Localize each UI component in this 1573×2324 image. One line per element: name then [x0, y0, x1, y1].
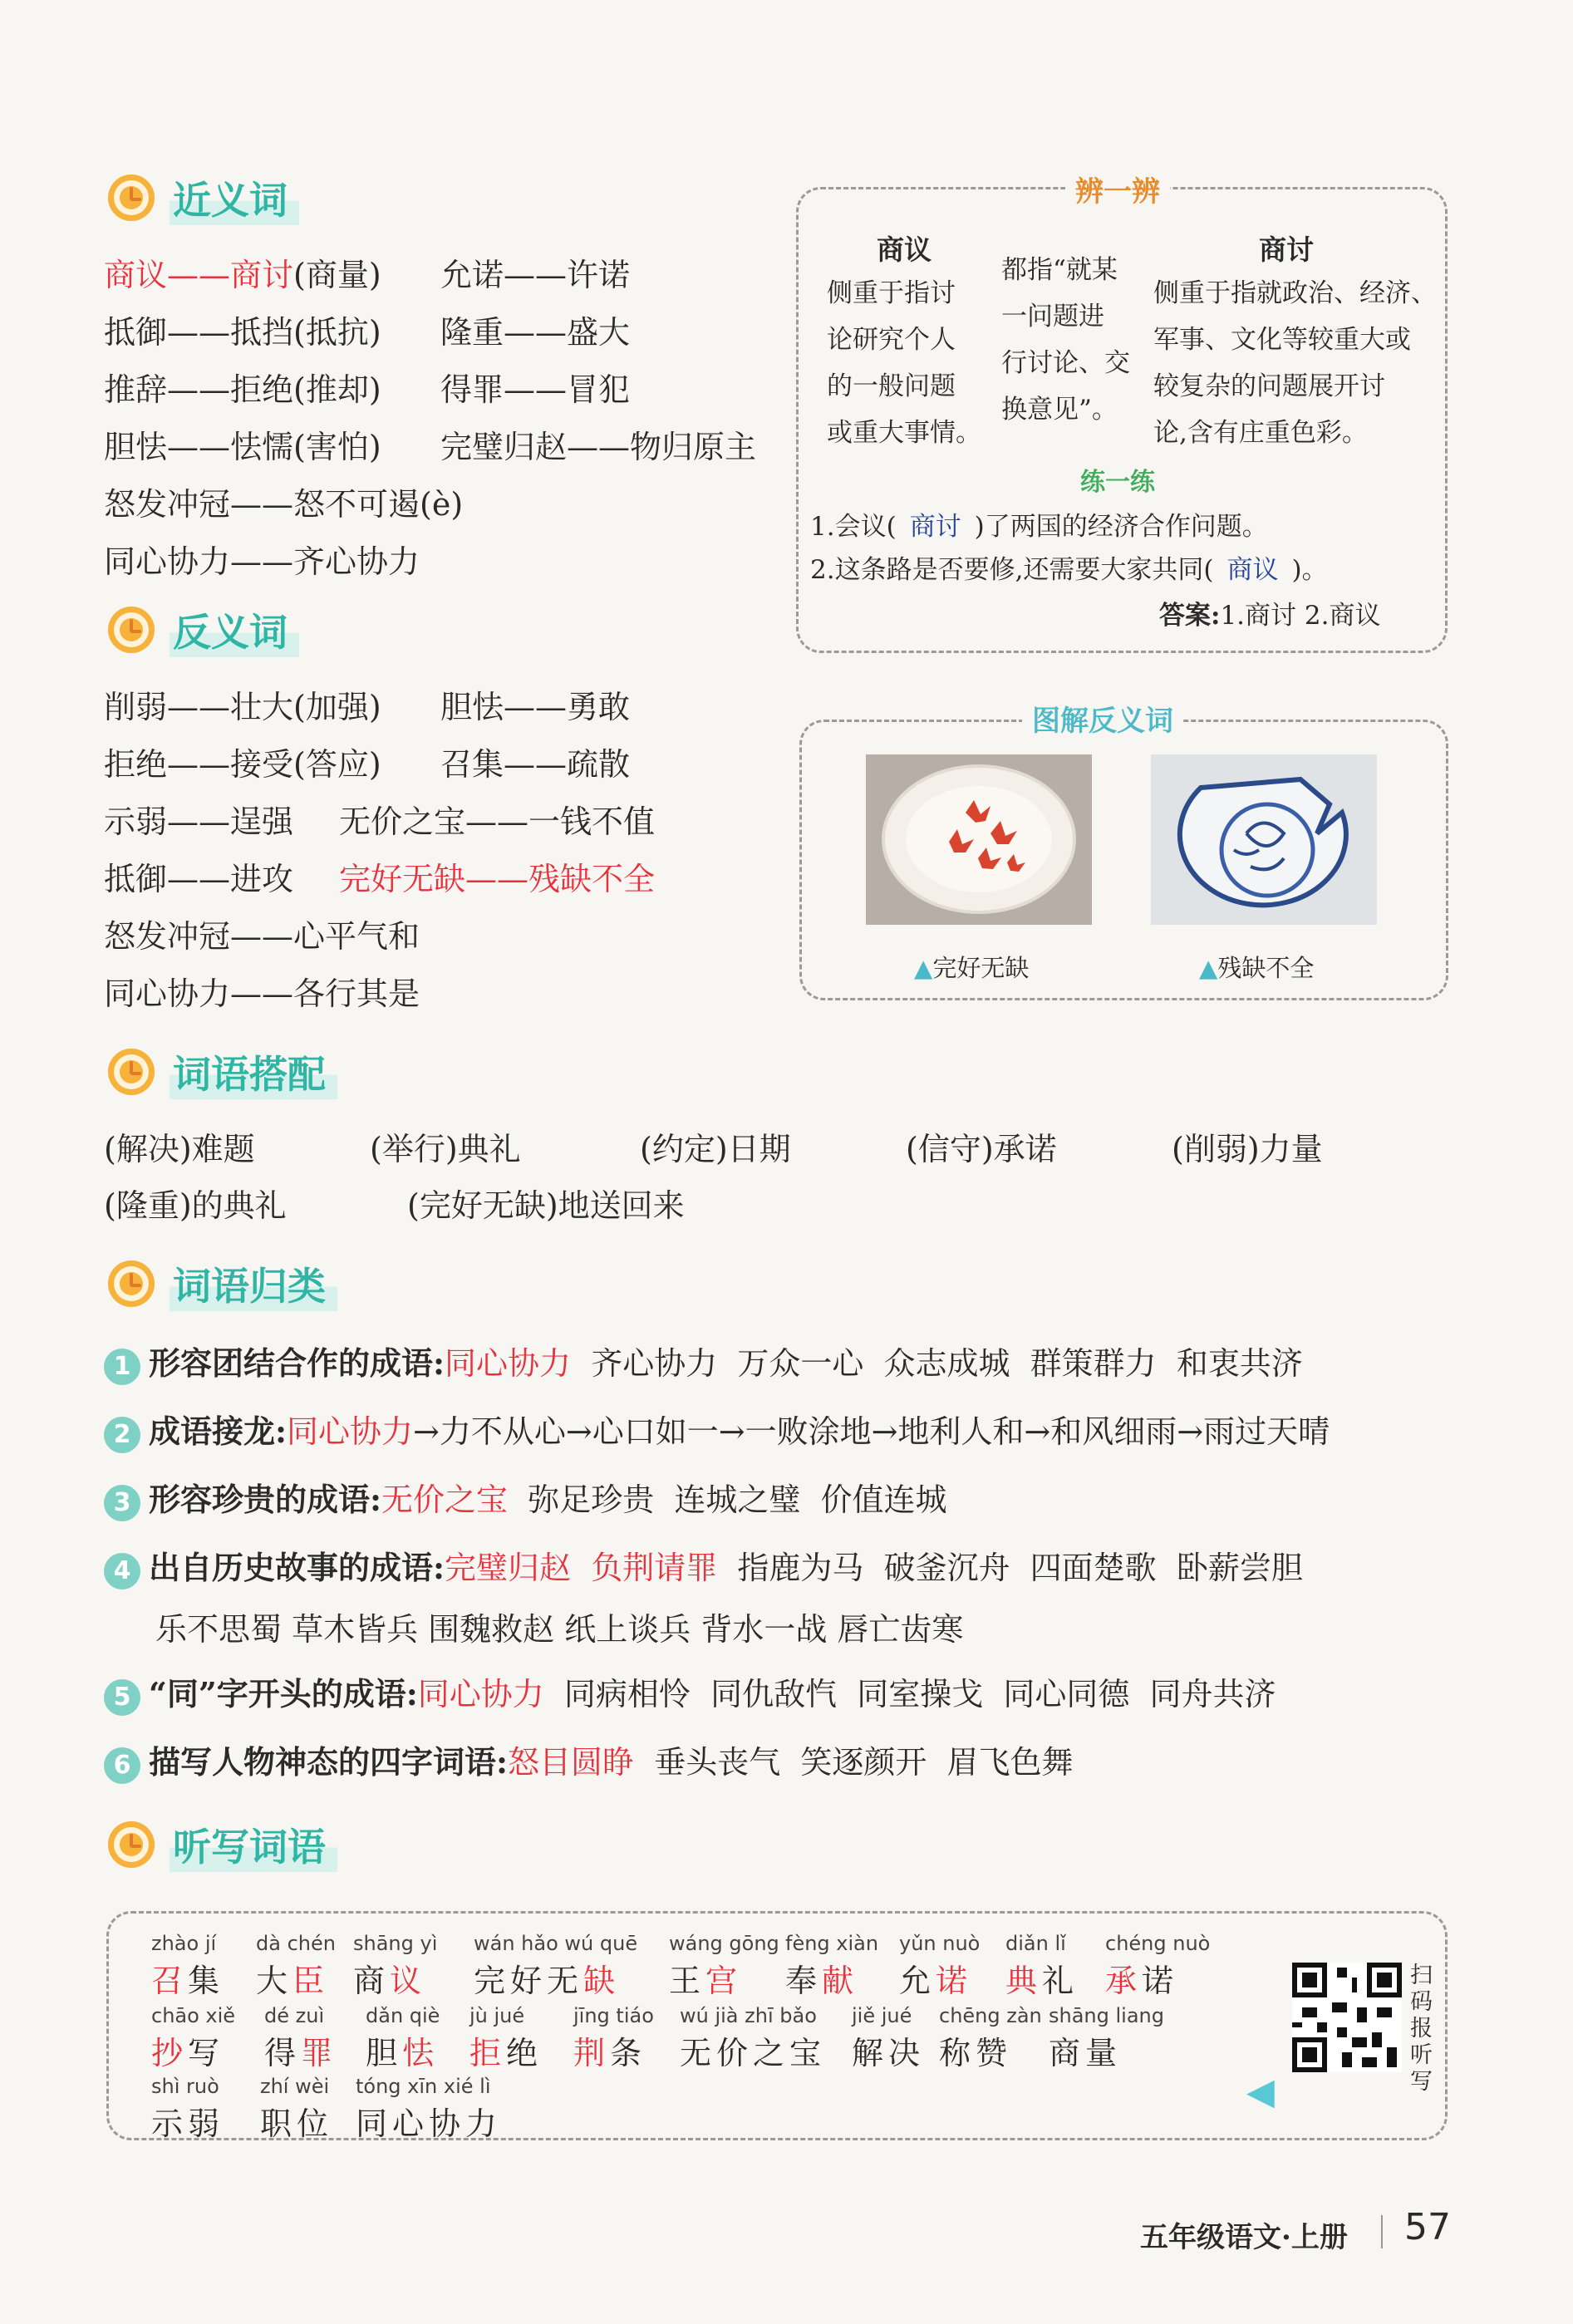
hanzi — [474, 1955, 637, 2001]
dictation-word — [256, 1932, 336, 2001]
antonym-pair: 拒绝——接受(答应) — [104, 746, 381, 783]
hanzi-char: 好 — [510, 1963, 548, 1999]
section-title: 反义词 — [170, 602, 299, 657]
hanzi — [1005, 1955, 1079, 2001]
pinyin: fèng xiàn — [785, 1932, 879, 1955]
alarm-clock-icon — [108, 607, 155, 653]
common-meaning — [1001, 247, 1151, 433]
hanzi-char: 协 — [429, 2105, 466, 2142]
antonym-pair: 胆怯——勇敢 — [440, 689, 631, 725]
q2-text: 2.这条路是否要修,还需要大家共同( — [810, 555, 1214, 585]
hanzi-char: 诺 — [936, 1963, 973, 1999]
number-badge: 6 — [104, 1747, 140, 1784]
q2-answer: 商议 — [1226, 555, 1279, 585]
hanzi — [151, 2098, 224, 2144]
description-line: 行讨论、交 — [1001, 348, 1130, 378]
description-line: 侧重于指就政治、经济、 — [1153, 278, 1437, 308]
hanzi — [939, 2027, 1042, 2073]
qr-label: 扫码报听写 — [1410, 1963, 1433, 2095]
hanzi-char: 承 — [1105, 1963, 1143, 1999]
dictation-word — [356, 2075, 502, 2144]
hanzi-char: 无 — [680, 2035, 717, 2071]
category-label: “同”字开头的成语: — [149, 1675, 418, 1712]
hanzi-char: 心 — [392, 2105, 430, 2142]
hanzi-char: 允 — [899, 1963, 936, 1999]
description-line: 较复杂的问题展开讨 — [1153, 371, 1385, 401]
hanzi — [669, 1955, 779, 2001]
synonym-pair: 抵御——抵挡(抵抗) — [104, 314, 381, 351]
collocation-item: (约定)日期 — [640, 1131, 791, 1167]
pinyin: wán hǎo wú quē — [474, 1932, 638, 1955]
synonym-pair: 胆怯——怯懦(害怕) — [104, 429, 381, 465]
pinyin: zhào jí — [151, 1932, 217, 1955]
hanzi — [573, 2027, 654, 2073]
hanzi — [1049, 2027, 1164, 2073]
hanzi-char: 商 — [1049, 2035, 1086, 2071]
hanzi-char: 力 — [465, 2105, 503, 2142]
dictation-word — [939, 2004, 1042, 2073]
section-header-dictation — [108, 1815, 337, 1874]
classification-item — [104, 1406, 1330, 1453]
hanzi-char: 议 — [390, 1963, 427, 1999]
hanzi — [366, 2027, 440, 2073]
triangle-icon: ▲ — [1199, 954, 1218, 982]
hanzi-char: 礼 — [1042, 1963, 1079, 1999]
number-badge: 5 — [104, 1679, 140, 1716]
classification-item — [104, 1474, 947, 1521]
word-shangtao: 商讨 — [1259, 233, 1314, 266]
illustration-title: 图解反义词 — [1022, 698, 1183, 739]
dictation-word — [1005, 1932, 1079, 2001]
pinyin: zhí wèi — [260, 2075, 330, 2098]
category-label: 成语接龙: — [149, 1413, 288, 1450]
dictation-word — [151, 2004, 235, 2073]
practice-question-1 — [810, 505, 1268, 543]
description-line: 换意见”。 — [1001, 395, 1118, 425]
word-shangyi: 商议 — [877, 233, 932, 266]
collocation-item: (隆重)的典礼 — [104, 1187, 287, 1224]
hanzi-char: 无 — [547, 1963, 584, 1999]
pinyin: diǎn lǐ — [1005, 1932, 1066, 1955]
page-number: 57 — [1404, 2206, 1451, 2248]
pinyin: dǎn qiè — [366, 2004, 440, 2027]
hanzi — [264, 2027, 337, 2073]
category-highlight: 同心协力 — [287, 1413, 414, 1450]
practice-question-2 — [810, 548, 1328, 586]
description-line: 侧重于指讨 — [827, 278, 956, 308]
pinyin: tóng xīn xié lì — [356, 2075, 491, 2098]
hanzi-char: 商 — [353, 1963, 391, 1999]
collocation-item: (削弱)力量 — [1172, 1131, 1323, 1167]
section-header-antonyms — [108, 601, 299, 659]
description-line: 或重大事情。 — [827, 418, 981, 448]
section-title: 词语搭配 — [170, 1044, 337, 1099]
section-header-synonyms — [108, 169, 299, 227]
pinyin: wáng gōng — [669, 1932, 779, 1955]
section-title: 近义词 — [170, 170, 299, 225]
antonym-pair: 示弱——逞强 — [104, 803, 294, 840]
triangle-icon: ▲ — [914, 954, 933, 982]
antonym-pair: 完好无缺——残缺不全 — [339, 861, 656, 897]
antonym-pair: 同心协力——各行其是 — [104, 975, 420, 1012]
caption-text: 残缺不全 — [1217, 954, 1315, 982]
hanzi-char: 集 — [188, 1963, 225, 1999]
classification-item-4-continued: 乐不思蜀 草木皆兵 围魏救赵 纸上谈兵 背水一战 唇亡齿寒 — [155, 1611, 964, 1648]
pinyin: chéng nuò — [1105, 1932, 1211, 1955]
section-header-collocation — [108, 1043, 337, 1101]
hanzi-char: 奉 — [785, 1963, 823, 1999]
broken-plate-image — [1151, 754, 1377, 925]
answer-text: 1.商讨 2.商议 — [1220, 601, 1381, 631]
synonym-pair: 得罪——冒犯 — [440, 371, 631, 408]
hanzi — [469, 2027, 543, 2073]
hanzi-char: 同 — [356, 2105, 393, 2142]
speaker-icon: ◀ — [1246, 2071, 1275, 2113]
description-line: 论研究个人 — [827, 325, 956, 355]
dictation-word — [151, 2075, 224, 2144]
hanzi — [852, 2027, 925, 2073]
number-badge: 4 — [104, 1553, 140, 1589]
hanzi — [356, 2098, 502, 2144]
footer-divider — [1381, 2215, 1383, 2248]
caption-text: 完好无缺 — [932, 954, 1030, 982]
intact-plate-image — [866, 754, 1092, 925]
collocation-item: (完好无缺)地送回来 — [407, 1187, 685, 1224]
description-line: 一问题进 — [1001, 302, 1104, 332]
hanzi-char: 臣 — [292, 1963, 330, 1999]
classification-item — [104, 1668, 1276, 1716]
answer-line — [1159, 594, 1380, 631]
qr-code-icon — [1292, 1963, 1402, 2072]
hanzi — [151, 2027, 235, 2073]
antonym-pair: 怒发冲冠——心平气和 — [104, 918, 420, 955]
hanzi-char: 量 — [1085, 2035, 1123, 2071]
dictation-word — [785, 1932, 878, 2001]
antonym-pair: 抵御——进攻 — [104, 861, 294, 897]
shangyi-description — [827, 270, 1010, 456]
dictation-word — [852, 2004, 925, 2073]
category-highlight: 同心协力 — [445, 1345, 572, 1382]
qr-code[interactable] — [1292, 1963, 1402, 2072]
hanzi — [260, 2098, 333, 2144]
hanzi-char: 位 — [297, 2105, 334, 2142]
q1-answer: 商讨 — [909, 512, 961, 542]
synonym-pair: 推辞——拒绝(推却) — [104, 371, 381, 408]
hanzi-char: 解 — [852, 2035, 889, 2071]
footer-book-title: 五年级语文·上册 — [1140, 2221, 1348, 2254]
collocation-item: (信守)承诺 — [906, 1131, 1057, 1167]
category-highlight: 怒目圆睁 — [508, 1744, 635, 1781]
section-title: 听写词语 — [170, 1817, 337, 1872]
description-line: 都指“就某 — [1001, 255, 1118, 285]
hanzi-char: 决 — [888, 2035, 926, 2071]
alarm-clock-icon — [108, 174, 155, 221]
synonym-highlight: 商议——商讨 — [104, 257, 294, 293]
category-label: 出自历史故事的成语: — [149, 1549, 445, 1586]
dictation-word — [260, 2075, 333, 2144]
pinyin: jīng tiáo — [573, 2004, 654, 2027]
hanzi-char: 称 — [939, 2035, 976, 2071]
alarm-clock-icon — [108, 1049, 155, 1095]
category-highlight: 完璧归赵 负荆请罪 — [445, 1550, 718, 1586]
collocation-item: (举行)典礼 — [370, 1131, 521, 1167]
hanzi — [353, 1955, 437, 2001]
hanzi-char: 绝 — [506, 2035, 543, 2071]
q1-text: 1.会议( — [810, 512, 897, 542]
broken-plate-icon — [1151, 754, 1377, 925]
hanzi-char: 职 — [260, 2105, 297, 2142]
synonym-rest: (商量) — [293, 257, 381, 293]
caption-intact — [914, 950, 1029, 984]
hanzi-char: 弱 — [188, 2105, 225, 2142]
pinyin: shāng yì — [353, 1932, 438, 1955]
synonym-pair: 怒发冲冠——怒不可遏(è) — [104, 486, 464, 523]
distinguish-title: 辨一辨 — [1065, 169, 1170, 209]
hanzi-char: 诺 — [1142, 1963, 1179, 1999]
category-label: 形容珍贵的成语: — [149, 1481, 382, 1518]
hanzi-char: 召 — [151, 1963, 189, 1999]
hanzi-char: 大 — [256, 1963, 293, 1999]
hanzi-char: 胆 — [366, 2035, 403, 2071]
hanzi-char: 条 — [610, 2035, 647, 2071]
hanzi-char: 王 — [669, 1963, 706, 1999]
hanzi — [899, 1955, 980, 2001]
hanzi-char: 宝 — [789, 2035, 827, 2071]
number-badge: 3 — [104, 1485, 140, 1521]
classification-item — [104, 1737, 1074, 1784]
hanzi — [785, 1955, 878, 2001]
category-highlight: 无价之宝 — [381, 1481, 509, 1518]
collocation-item: (解决)难题 — [104, 1131, 255, 1167]
pinyin: chāo xiě — [151, 2004, 236, 2027]
pinyin: jiě jué — [852, 2004, 912, 2027]
pinyin: yǔn nuò — [899, 1932, 981, 1955]
antonym-pair: 削弱——壮大(加强) — [104, 689, 381, 725]
hanzi-char: 罪 — [301, 2035, 338, 2071]
hanzi-char: 拒 — [469, 2035, 507, 2071]
antonym-pair: 无价之宝——一钱不值 — [339, 803, 656, 840]
dictation-word — [669, 1932, 779, 2001]
q1-text-after: )了两国的经济合作问题。 — [974, 512, 1268, 542]
dictation-word — [899, 1932, 980, 2001]
category-words: 齐心协力 万众一心 众志成城 群策群力 和衷共济 — [571, 1345, 1303, 1382]
hanzi-char: 抄 — [151, 2035, 189, 2071]
synonym-pair: 允诺——许诺 — [440, 257, 631, 293]
category-label: 描写人物神态的四字词语: — [149, 1743, 509, 1781]
category-words: 指鹿为马 破釜沉舟 四面楚歌 卧薪尝胆 — [717, 1550, 1303, 1586]
antonym-pair: 召集——疏散 — [440, 746, 631, 783]
alarm-clock-icon — [108, 1260, 155, 1307]
dictation-word — [366, 2004, 440, 2073]
category-highlight: 同心协力 — [417, 1676, 544, 1712]
synonym-pair — [104, 249, 381, 295]
hanzi-char: 得 — [264, 2035, 302, 2071]
shangtao-description — [1153, 270, 1440, 456]
description-line: 的一般问题 — [827, 371, 956, 401]
category-words: 弥足珍贵 连城之璧 价值连城 — [508, 1481, 947, 1518]
section-title: 词语归类 — [170, 1256, 337, 1311]
dictation-word — [469, 2004, 543, 2073]
hanzi-char: 写 — [188, 2035, 225, 2071]
hanzi — [1105, 1955, 1210, 2001]
caption-broken — [1199, 950, 1314, 984]
description-line: 军事、文化等较重大或 — [1153, 325, 1411, 355]
pinyin: wú jià zhī bǎo — [680, 2004, 817, 2027]
hanzi-char: 荆 — [573, 2035, 611, 2071]
section-header-classification — [108, 1255, 337, 1313]
classification-item — [104, 1338, 1303, 1385]
pinyin: chēng zàn — [939, 2004, 1042, 2027]
category-words: 同病相怜 同仇敌忾 同室操戈 同心同德 同舟共济 — [543, 1676, 1276, 1712]
dictation-word — [1105, 1932, 1210, 2001]
hanzi — [256, 1955, 336, 2001]
synonym-pair: 隆重——盛大 — [440, 314, 631, 351]
answer-label: 答案: — [1159, 601, 1221, 631]
classification-item — [104, 1542, 1303, 1589]
description-line: 论,含有庄重色彩。 — [1153, 418, 1368, 448]
hanzi-char: 典 — [1005, 1963, 1043, 1999]
q2-text-after: )。 — [1291, 555, 1328, 585]
intact-plate-icon — [866, 754, 1092, 925]
dictation-word — [353, 1932, 437, 2001]
dictation-word — [1049, 2004, 1164, 2073]
category-words: 垂头丧气 笑逐颜开 眉飞色舞 — [634, 1744, 1074, 1781]
pinyin: jù jué — [469, 2004, 525, 2027]
pinyin: dé zuì — [264, 2004, 325, 2027]
pinyin: shì ruò — [151, 2075, 219, 2098]
synonym-pair: 同心协力——齐心协力 — [104, 543, 420, 580]
hanzi-char: 宫 — [705, 1963, 743, 1999]
pinyin: shāng liang — [1049, 2004, 1164, 2027]
practice-title: 练一练 — [1080, 468, 1155, 497]
hanzi-char: 价 — [716, 2035, 754, 2071]
hanzi-char: 缺 — [583, 1963, 621, 1999]
number-badge: 1 — [104, 1349, 140, 1385]
hanzi — [680, 2027, 826, 2073]
category-words: →力不从心→心口如一→一败涂地→地利人和→和风细雨→雨过天晴 — [413, 1413, 1330, 1450]
hanzi-char: 之 — [753, 2035, 790, 2071]
hanzi-char: 完 — [474, 1963, 511, 1999]
alarm-clock-icon — [108, 1821, 155, 1868]
hanzi-char: 献 — [822, 1963, 859, 1999]
dictation-word — [474, 1932, 637, 2001]
dictation-word — [151, 1932, 224, 2001]
hanzi-char: 怯 — [402, 2035, 440, 2071]
category-label: 形容团结合作的成语: — [149, 1344, 445, 1382]
hanzi-char: 赞 — [976, 2035, 1013, 2071]
pinyin: dà chén — [256, 1932, 336, 1955]
hanzi — [151, 1955, 224, 2001]
synonym-pair: 完璧归赵——物归原主 — [440, 429, 757, 465]
dictation-word — [573, 2004, 654, 2073]
dictation-word — [264, 2004, 337, 2073]
number-badge: 2 — [104, 1417, 140, 1453]
dictation-word — [680, 2004, 826, 2073]
hanzi-char: 示 — [151, 2105, 189, 2142]
